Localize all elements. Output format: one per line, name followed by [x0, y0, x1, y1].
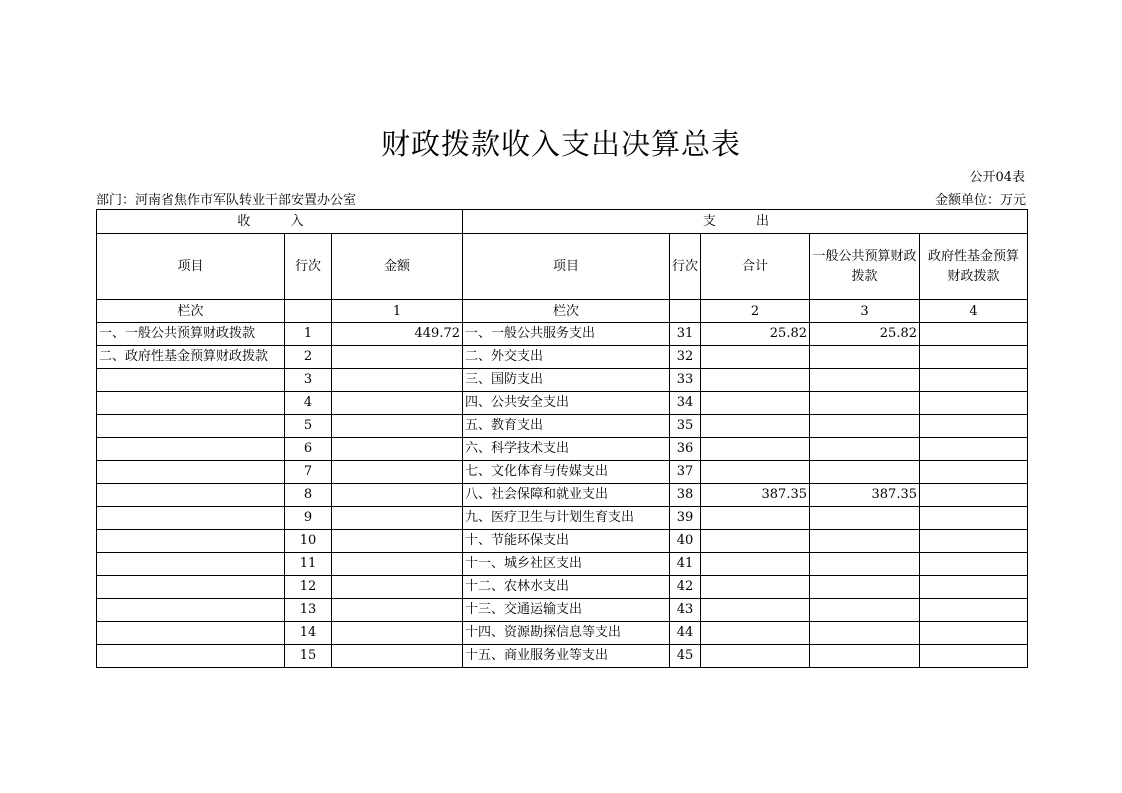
col-header-fund-budget: 政府性基金预算财政拨款 — [920, 234, 1028, 300]
general-budget-cell — [810, 438, 920, 461]
general-budget-cell — [810, 576, 920, 599]
total-amount-cell — [701, 553, 810, 576]
income-amount-cell — [332, 369, 463, 392]
general-budget-cell — [810, 530, 920, 553]
income-amount-cell — [332, 392, 463, 415]
table-row — [97, 461, 1028, 484]
expense-row-number: 33 — [670, 369, 701, 392]
income-amount-cell — [332, 346, 463, 369]
income-amount-cell — [332, 622, 463, 645]
income-amount-cell — [332, 553, 463, 576]
expense-row-number: 34 — [670, 392, 701, 415]
expense-row-number: 43 — [670, 599, 701, 622]
expense-row-number: 42 — [670, 576, 701, 599]
general-budget-cell — [810, 507, 920, 530]
income-item-cell — [97, 369, 285, 392]
expense-item-cell: 十、节能环保支出 — [463, 530, 670, 553]
fund-budget-cell — [920, 346, 1028, 369]
income-row-number: 15 — [285, 645, 332, 668]
page-title: 财政拨款收入支出决算总表 — [380, 127, 741, 161]
general-budget-cell — [810, 553, 920, 576]
expense-item-cell: 九、医疗卫生与计划生育支出 — [463, 507, 670, 530]
department-label: 部门：河南省焦作市军队转业干部安置办公室 — [96, 193, 357, 208]
fund-budget-cell — [920, 461, 1028, 484]
table-row — [97, 323, 1028, 346]
expense-row-number: 36 — [670, 438, 701, 461]
income-item-cell — [97, 415, 285, 438]
general-budget-cell — [810, 461, 920, 484]
income-item-cell — [97, 530, 285, 553]
index-label-expense: 栏次 — [463, 300, 670, 323]
income-item-cell: 一、一般公共预算财政拨款 — [97, 323, 285, 346]
total-amount-cell: 25.82 — [701, 323, 810, 346]
col-header-general-budget: 一般公共预算财政拨款 — [810, 234, 920, 300]
total-amount-cell — [701, 645, 810, 668]
fund-budget-cell — [920, 438, 1028, 461]
table-row — [97, 438, 1028, 461]
table-row — [97, 599, 1028, 622]
fund-budget-cell — [920, 323, 1028, 346]
income-item-cell — [97, 392, 285, 415]
table-row — [97, 346, 1028, 369]
income-item-cell — [97, 622, 285, 645]
table-row — [97, 392, 1028, 415]
expense-row-number: 31 — [670, 323, 701, 346]
expense-row-number: 38 — [670, 484, 701, 507]
col-header-expense-row: 行次 — [670, 234, 701, 300]
col-header-income-item: 项目 — [97, 234, 285, 300]
fund-budget-cell — [920, 576, 1028, 599]
total-amount-cell — [701, 392, 810, 415]
income-item-cell — [97, 553, 285, 576]
income-amount-cell — [332, 576, 463, 599]
fund-budget-cell — [920, 530, 1028, 553]
expense-item-cell: 七、文化体育与传媒支出 — [463, 461, 670, 484]
general-budget-cell — [810, 645, 920, 668]
table-row — [97, 530, 1028, 553]
budget-table — [96, 209, 1028, 668]
table-row — [97, 645, 1028, 668]
total-amount-cell: 387.35 — [701, 484, 810, 507]
fund-budget-cell — [920, 645, 1028, 668]
income-row-number: 12 — [285, 576, 332, 599]
fund-budget-cell — [920, 507, 1028, 530]
general-budget-cell — [810, 392, 920, 415]
expense-item-cell: 四、公共安全支出 — [463, 392, 670, 415]
unit-label: 金额单位：万元 — [934, 193, 1026, 208]
income-amount-cell: 449.72 — [332, 323, 463, 346]
general-budget-cell — [810, 346, 920, 369]
income-amount-cell — [332, 645, 463, 668]
fund-budget-cell — [920, 369, 1028, 392]
general-budget-cell — [810, 622, 920, 645]
income-amount-cell — [332, 599, 463, 622]
expense-row-number: 37 — [670, 461, 701, 484]
expense-row-number: 44 — [670, 622, 701, 645]
expense-item-cell: 五、教育支出 — [463, 415, 670, 438]
fund-budget-cell — [920, 553, 1028, 576]
fund-budget-cell — [920, 484, 1028, 507]
col-header-expense-item: 项目 — [463, 234, 670, 300]
expense-item-cell: 一、一般公共服务支出 — [463, 323, 670, 346]
total-amount-cell — [701, 599, 810, 622]
table-row — [97, 484, 1028, 507]
income-row-number: 3 — [285, 369, 332, 392]
fund-budget-cell — [920, 599, 1028, 622]
expense-row-number: 39 — [670, 507, 701, 530]
income-amount-cell — [332, 461, 463, 484]
income-row-number: 1 — [285, 323, 332, 346]
income-row-number: 9 — [285, 507, 332, 530]
income-amount-cell — [332, 530, 463, 553]
income-row-number: 6 — [285, 438, 332, 461]
income-amount-cell — [332, 507, 463, 530]
form-number: 公开04表 — [969, 170, 1025, 185]
income-item-cell — [97, 576, 285, 599]
income-row-number: 8 — [285, 484, 332, 507]
total-amount-cell — [701, 346, 810, 369]
total-amount-cell — [701, 438, 810, 461]
total-amount-cell — [701, 415, 810, 438]
income-item-cell — [97, 438, 285, 461]
general-budget-cell — [810, 369, 920, 392]
total-amount-cell — [701, 507, 810, 530]
general-budget-cell — [810, 599, 920, 622]
col-header-income-amount: 金额 — [332, 234, 463, 300]
total-amount-cell — [701, 576, 810, 599]
income-item-cell — [97, 484, 285, 507]
index-label-income: 栏次 — [97, 300, 285, 323]
total-amount-cell — [701, 622, 810, 645]
index-cell — [670, 300, 701, 323]
expense-item-cell: 八、社会保障和就业支出 — [463, 484, 670, 507]
expense-item-cell: 六、科学技术支出 — [463, 438, 670, 461]
expense-section-header: 支 出 — [463, 210, 1028, 234]
fund-budget-cell — [920, 415, 1028, 438]
fund-budget-cell — [920, 622, 1028, 645]
expense-row-number: 35 — [670, 415, 701, 438]
income-amount-cell — [332, 438, 463, 461]
expense-item-cell: 二、外交支出 — [463, 346, 670, 369]
expense-item-cell: 十三、交通运输支出 — [463, 599, 670, 622]
table-row — [97, 507, 1028, 530]
income-row-number: 4 — [285, 392, 332, 415]
index-3: 3 — [810, 300, 920, 323]
income-row-number: 10 — [285, 530, 332, 553]
expense-item-cell: 十一、城乡社区支出 — [463, 553, 670, 576]
general-budget-cell: 25.82 — [810, 323, 920, 346]
expense-row-number: 45 — [670, 645, 701, 668]
expense-item-cell: 十四、资源勘探信息等支出 — [463, 622, 670, 645]
expense-row-number: 32 — [670, 346, 701, 369]
income-item-cell — [97, 599, 285, 622]
table-row — [97, 622, 1028, 645]
general-budget-cell: 387.35 — [810, 484, 920, 507]
income-row-number: 11 — [285, 553, 332, 576]
index-2: 2 — [701, 300, 810, 323]
col-header-income-row: 行次 — [285, 234, 332, 300]
table-row — [97, 369, 1028, 392]
income-item-cell — [97, 645, 285, 668]
table-row — [97, 553, 1028, 576]
income-row-number: 2 — [285, 346, 332, 369]
expense-item-cell: 十二、农林水支出 — [463, 576, 670, 599]
income-amount-cell — [332, 484, 463, 507]
income-row-number: 14 — [285, 622, 332, 645]
income-row-number: 7 — [285, 461, 332, 484]
expense-row-number: 40 — [670, 530, 701, 553]
index-4: 4 — [920, 300, 1028, 323]
table-row — [97, 576, 1028, 599]
expense-row-number: 41 — [670, 553, 701, 576]
income-row-number: 5 — [285, 415, 332, 438]
expense-item-cell: 十五、商业服务业等支出 — [463, 645, 670, 668]
index-cell — [285, 300, 332, 323]
income-amount-cell — [332, 415, 463, 438]
general-budget-cell — [810, 415, 920, 438]
income-section-header: 收 入 — [97, 210, 463, 234]
income-item-cell — [97, 507, 285, 530]
income-item-cell — [97, 461, 285, 484]
income-row-number: 13 — [285, 599, 332, 622]
total-amount-cell — [701, 530, 810, 553]
col-header-total: 合计 — [701, 234, 810, 300]
total-amount-cell — [701, 461, 810, 484]
expense-item-cell: 三、国防支出 — [463, 369, 670, 392]
index-1: 1 — [332, 300, 463, 323]
total-amount-cell — [701, 369, 810, 392]
table-row — [97, 415, 1028, 438]
income-item-cell: 二、政府性基金预算财政拨款 — [97, 346, 285, 369]
fund-budget-cell — [920, 392, 1028, 415]
